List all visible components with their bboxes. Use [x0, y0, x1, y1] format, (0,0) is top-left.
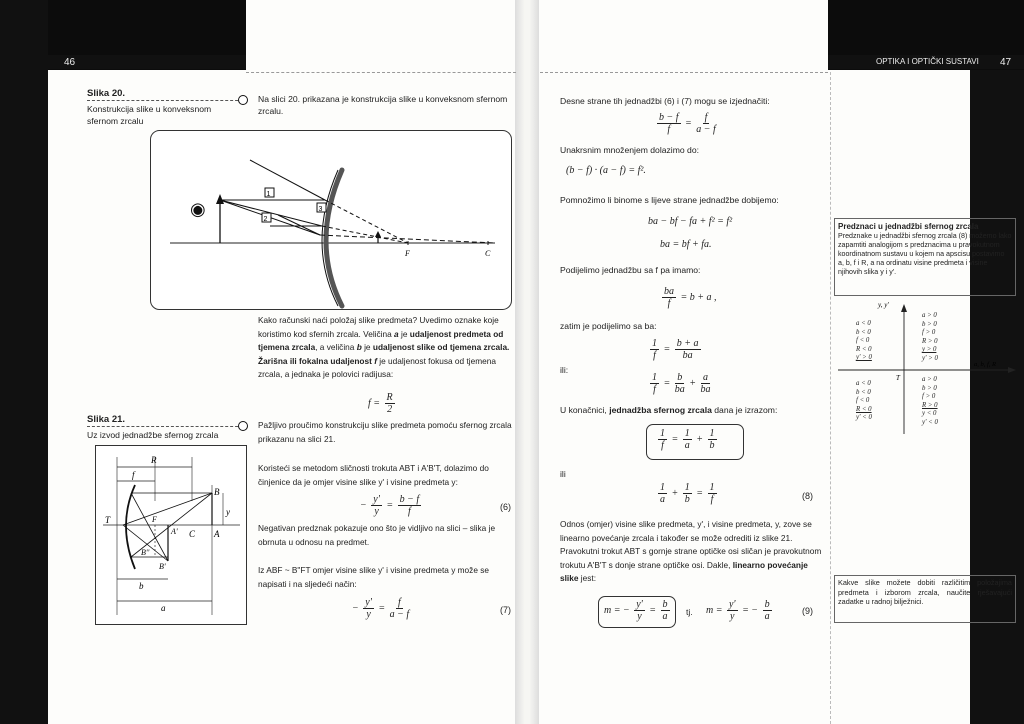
rp-para-magnification: [560, 518, 822, 586]
paragraph-negative-sign: Negativan predznak pokazuje ono što je vidljivo na slici – slika je obrnuta u odnosu na predmet.: [258, 523, 496, 547]
rp-e6-n2: b + a: [676, 338, 699, 349]
rp-e8-n1: 1: [660, 428, 665, 439]
rp-eq-simplified: ba = bf + fa.: [660, 239, 712, 250]
q-ll-1: b < 0: [856, 388, 871, 396]
para1-bold-object-distance: udaljenost predmeta od tjemena zrcala: [258, 328, 504, 353]
eq7-minus: −: [352, 602, 359, 614]
para1-part-b: je: [400, 328, 408, 339]
center-label: C: [485, 249, 491, 258]
q-ll-4: y' < 0: [856, 414, 872, 421]
q-ll-0: a < 0: [856, 380, 871, 387]
rp-e9-n3: 1: [709, 482, 715, 493]
rp-e7-d2: ba: [674, 384, 685, 395]
q-lr-0: a > 0: [922, 376, 937, 383]
rp-p7-c: jest:: [580, 573, 596, 584]
rp-e9-n2: 1: [684, 482, 690, 493]
q-lr-4: y < 0: [922, 410, 937, 417]
rp-eq-equate: [655, 112, 718, 135]
rp-e11-d2: a: [764, 611, 770, 622]
rp-para-sides: Desne strane tih jednadžbi (6) i (7) mogu se izjednačiti:: [560, 96, 770, 106]
quadrant-lower-left: [856, 380, 872, 423]
rp-e10-eq: =: [649, 604, 657, 616]
q-ll-2: f < 0: [856, 397, 870, 404]
coord-x-axis-label: a, b, f, R: [974, 361, 997, 368]
rp-e11-d1: y: [730, 611, 735, 622]
q-ul-2: f < 0: [856, 337, 870, 344]
rp-e8-n3: 1: [709, 428, 715, 439]
q-lr-5: y' < 0: [922, 418, 938, 426]
q-ul-1: b < 0: [856, 328, 871, 336]
fig21-B1-label: B': [159, 562, 166, 571]
rp-e10-d2: a: [662, 611, 668, 622]
q-ur-1: b > 0: [922, 320, 937, 328]
rp-para-final: [560, 404, 822, 416]
rp-mirror-equation-alt: [656, 482, 719, 505]
rp-p6-bold: jednadžba sfernog zrcala: [609, 405, 712, 415]
fig21-F-label: F: [152, 515, 157, 524]
rp-e1-n1: b − f: [659, 112, 679, 123]
paragraph-notation: [258, 314, 515, 382]
equation-6: [360, 494, 423, 517]
rp-e11-lhs: m =: [706, 604, 723, 616]
q-ur-0: a > 0: [922, 312, 937, 319]
rp-e8-eq: =: [671, 433, 679, 445]
rp-para-divide-ba: zatim je podijelimo sa ba:: [560, 321, 657, 331]
rp-e8-plus: +: [696, 433, 703, 445]
fig21-A1-label: A': [171, 527, 178, 536]
eq7-num1: y': [365, 597, 372, 608]
rp-e7-n1: 1: [652, 372, 657, 383]
equation-focal-radius: [368, 392, 397, 415]
rp-e10-lhs: m = −: [604, 604, 630, 616]
rp-para-binome: Pomnožimo li binome s lijeve strane jednadžbe dobijemo:: [560, 195, 779, 205]
rp-e8-n2: 1: [684, 428, 690, 439]
rp-e8-d2: a: [684, 440, 690, 451]
workbook-note-text: Kakve slike možete dobiti različitim položajima predmeta i izborom zrcala, naučite rješavajući zadatke u radnoj bilježnici.: [838, 578, 1012, 606]
fig21-R-label: R: [151, 455, 157, 465]
right-header-title: OPTIKA I OPTIČKI SUSTAVI: [876, 57, 979, 66]
rp-e9-n1: 1: [660, 482, 665, 493]
q-lr-3: R > 0: [922, 401, 938, 409]
q-ul-0: a < 0: [856, 320, 871, 327]
intro-text: Na slici 20. prikazana je konstrukcija slike u konveksnom sfernom zrcalu.: [258, 94, 508, 116]
q-ll-3: R < 0: [856, 405, 872, 413]
eq6-den1: y: [374, 506, 379, 517]
eq7-equals: =: [378, 602, 386, 614]
right-top-rule: [540, 72, 828, 73]
para1-part-c: , a veličina: [315, 342, 355, 353]
rp-p7-a: Odnos (omjer) visine slike predmeta, y', i visine predmeta, y, zove se linearno povećanje zrcala i također se može odrediti iz slike 21. Pravokutni trokut ABT s gornje strane optičke osi sličan je pravokutnom trokutu A'B'T s donje strane optičke osi. Dakle,: [560, 519, 822, 570]
fig21-f-label: f: [132, 470, 135, 480]
rp-eq-expand: ba − bf − fa + f² = f²: [648, 216, 733, 227]
rp-e11-n1: y': [728, 599, 736, 610]
eq7-den1: y: [366, 609, 371, 620]
fig21-B-label: B: [214, 487, 220, 497]
rp-e7-n2: b: [677, 372, 683, 383]
rp-e11-n2: b: [764, 599, 770, 610]
rp-e1-d2: a − f: [696, 124, 716, 135]
q-lr-2: f > 0: [922, 393, 936, 400]
rp-e7-plus: +: [689, 377, 696, 389]
eq6-equals: =: [386, 499, 394, 511]
rp-para-divide-f: Podijelimo jednadžbu sa f pa imamo:: [560, 265, 701, 275]
paragraph-similar-triangles: Koristeći se metodom sličnosti trokuta ABT i A'B'T, dolazimo do činjenice da je omjer visine slike y' i visine predmeta y:: [258, 463, 489, 487]
q-ur-3: R > 0: [922, 337, 938, 345]
coord-y-axis-label: y, y': [878, 301, 889, 309]
quadrant-lower-right: [922, 376, 938, 427]
rp-e10-n1: y': [636, 599, 643, 610]
eq6-num2: b − f: [399, 494, 420, 505]
rp-e9-d3: f: [710, 494, 714, 505]
para1-part-a: Kako računski naći položaj slike predmeta? Uvedimo oznake koje koristimo kod sfernih zrcala. Veličina: [258, 315, 499, 339]
rp-para-cross: Unakrsnim množenjem dolazimo do:: [560, 145, 699, 155]
sign-convention-text: Predznake u jednadžbi sfernog zrcala (8) možemo lako zapamtiti analogijom s predznacima u pravokutnom koordinatnom sustavu u kojem na apscisu postavimo a, b, f i R, a na ordinatu visine predmeta i visine njihovih slika y i y'.: [838, 232, 1012, 276]
quadrant-upper-right: [922, 312, 938, 363]
figure21-title: Slika 21.: [87, 414, 126, 425]
rp-e7-n3: a: [703, 372, 708, 383]
rp-e1-n2: f: [704, 112, 708, 123]
para1-bold-image-distance: udaljenost slike od tjemena zrcala. Žarišna ili fokalna udaljenost: [258, 342, 510, 366]
rp-mirror-equation: [656, 428, 719, 451]
fig21-a-label: a: [161, 603, 166, 613]
rp-magnification-equation: [604, 599, 672, 622]
rp-eq-split: [648, 372, 713, 395]
rp-e5-rest: = b + a ,: [680, 291, 717, 303]
rp-e11-eq: = −: [742, 604, 759, 616]
rp-e8-d1: f: [661, 440, 664, 451]
eq6-minus: −: [360, 499, 367, 511]
fig21-A-label: A: [214, 529, 220, 539]
rp-e7-eq: =: [663, 377, 671, 389]
figure20-caption: Konstrukcija slike u konveksnom sfernom zrcalu: [87, 104, 212, 126]
rp-e6-d2: ba: [682, 350, 693, 361]
left-header-bar: [48, 55, 246, 69]
eye-icon: ◉: [190, 199, 206, 220]
rp-eq-cross: (b − f) · (a − f) = f².: [566, 165, 646, 176]
rp-e5-d: f: [667, 298, 671, 309]
focus-label: F: [405, 249, 410, 258]
fig21-y-label: y: [226, 507, 230, 517]
rp-e6-n1: 1: [652, 338, 657, 349]
paragraph-ratio: Iz ABF ~ B"FT omjer visine slike y' i visine predmeta y može se napisati i na sljedeći način:: [258, 565, 490, 589]
figure20-diagram: [150, 130, 512, 310]
rp-e10-d1: y: [637, 611, 642, 622]
para1-part-f: je udaljenost fokusa od tjemena zrcala, a jednaka je polovici radijusa:: [258, 355, 496, 380]
figure20-title: Slika 20.: [87, 88, 126, 99]
q-lr-1: b > 0: [922, 384, 937, 392]
ray3-label: 3: [318, 206, 323, 213]
rp-p6-c: dana je izrazom:: [714, 405, 778, 415]
rp-eq-divided-f: [660, 286, 717, 309]
figure21-caption: Uz izvod jednadžbe sfernog zrcala: [87, 430, 219, 440]
equation-9-number: (9): [802, 606, 813, 616]
coord-T-label: T: [896, 374, 900, 382]
ray2-label: 2: [263, 216, 268, 223]
figure20-caption-rule: [87, 100, 243, 101]
rp-e1-d1: f: [667, 124, 671, 135]
equation-7: [352, 597, 411, 620]
rp-p6-a: U konačnici,: [560, 405, 607, 415]
right-page-number: 47: [1000, 57, 1012, 68]
book-gutter: [515, 0, 539, 724]
figure21-caption-rule: [87, 426, 243, 427]
equation-6-number: (6): [500, 502, 511, 512]
rp-p7-bold: linearno povećanje slike: [560, 559, 808, 584]
figure21-diagram: [95, 445, 247, 625]
figure20-marker-dot: [238, 95, 248, 105]
rp-e8-d3: b: [709, 440, 715, 451]
rp-e1-eq: =: [685, 117, 692, 129]
para1-var-f: f: [374, 355, 377, 366]
eq7-num2: f: [397, 597, 401, 608]
fig21-C-label: C: [189, 529, 196, 539]
fig21-T-label: T: [105, 515, 111, 525]
equation-7-number: (7): [500, 605, 511, 615]
fig21-B2-label: B'': [141, 548, 150, 557]
sign-convention-title: Predznaci u jednadžbi sfernog zrcala: [838, 222, 979, 231]
left-top-rule: [246, 72, 516, 73]
rp-ili-2: ili: [560, 469, 566, 479]
eq6-den2: f: [407, 506, 411, 517]
rp-ili-1: ili:: [560, 365, 569, 375]
eq6-num1: y': [373, 494, 380, 505]
q-ul-4: y' > 0: [856, 354, 872, 361]
eq7-den2: a − f: [389, 609, 410, 620]
quadrant-upper-left: [856, 320, 872, 363]
rp-e9-d1: a: [660, 494, 665, 505]
rp-e9-eq: =: [696, 487, 703, 499]
right-margin-rule: [830, 72, 831, 724]
rp-e7-d1: f: [653, 384, 656, 395]
para1-var-a: a: [394, 328, 399, 339]
rp-magnification-equation-alt: [706, 599, 774, 622]
para1-part-d: je: [364, 342, 371, 353]
para1-var-b: b: [356, 342, 362, 353]
rp-e5-n: ba: [664, 286, 674, 297]
rp-e6-eq: =: [663, 343, 671, 355]
rp-e9-plus: +: [671, 487, 679, 499]
q-ul-3: R < 0: [856, 345, 872, 353]
rp-e9-d2: b: [684, 494, 690, 505]
figure21-marker-dot: [238, 421, 248, 431]
eq-f-num: R: [386, 392, 393, 403]
rp-e6-d1: f: [653, 350, 656, 361]
rp-eq-divided-ba: [648, 338, 703, 361]
rp-tj: tj.: [686, 607, 693, 617]
q-ur-4: y > 0: [922, 346, 937, 353]
q-ur-2: f > 0: [922, 329, 936, 336]
left-page-number: 46: [64, 57, 76, 68]
equation-8-number: (8): [802, 491, 813, 501]
eq-f-lhs: f =: [368, 397, 381, 409]
rp-e7-d3: ba: [700, 384, 711, 395]
ray1-label: 1: [266, 191, 271, 198]
paragraph-construction: Pažljivo proučimo konstrukciju slike predmeta pomoću sfernog zrcala prikazanu na slici 21.: [258, 420, 512, 444]
fig21-b-label: b: [139, 581, 144, 591]
eq-f-den: 2: [387, 404, 393, 415]
q-ur-5: y' > 0: [922, 354, 938, 362]
rp-e10-n2: b: [662, 599, 668, 610]
